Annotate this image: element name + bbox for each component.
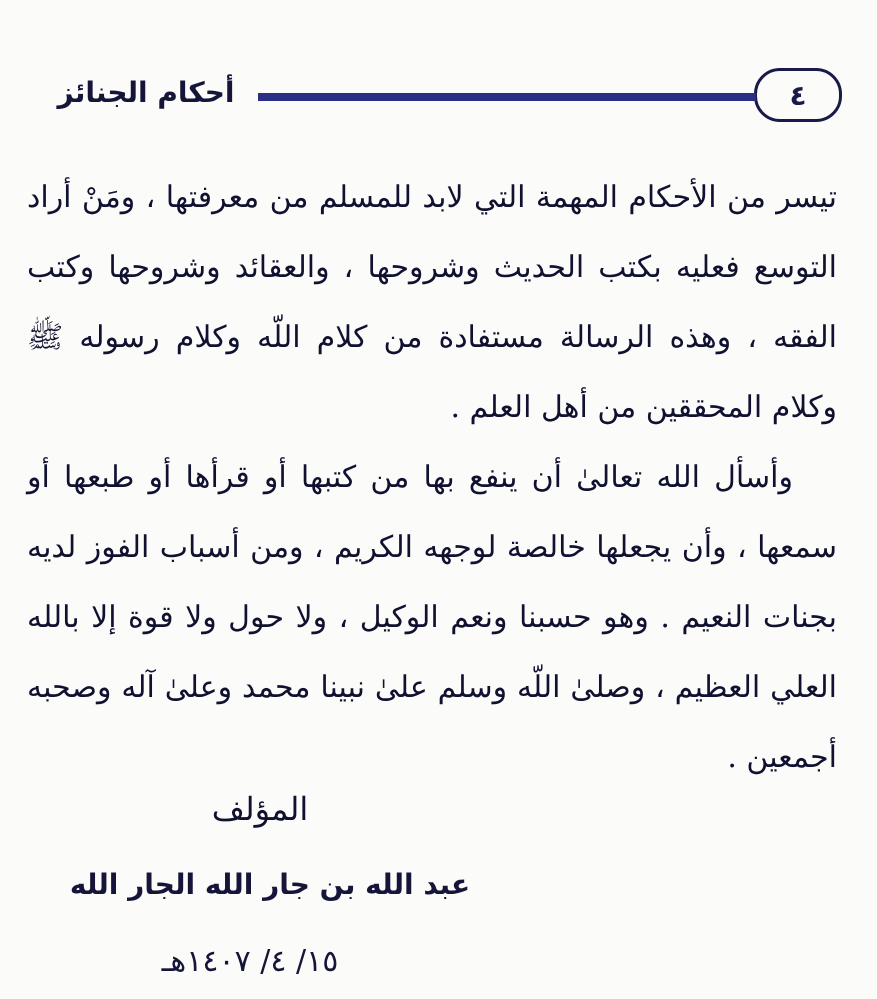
paragraph-2: وأسأل الله تعالىٰ أن ينفع بها من كتبها أو قرأها أو طبعها أو سمعها ، وأن يجعلها خالصة لوجهه الكريم ، ومن أسباب الفوز لديه بجنات النعيم . وهو حسبنا ونعم الوكيل ، ولا حول ولا قوة إلا بالله العلي العظيم ، وصلىٰ اللّه وسلم علىٰ نبينا محمد وعلىٰ آله وصحبه أجمعين . [27, 460, 837, 775]
page-number: ٤ [754, 68, 842, 122]
body-text [27, 163, 837, 793]
page-header [22, 68, 842, 130]
running-title: أحكام الجنائز [57, 76, 235, 109]
author-date: ١٥/ ٤/ ١٤٠٧هـ [161, 944, 339, 979]
author-name: عبد الله بن جار الله الجار الله [69, 868, 471, 901]
header-rule [258, 93, 756, 101]
author-label: المؤلف [211, 790, 309, 828]
paragraph-1: تيسر من الأحكام المهمة التي لابد للمسلم من معرفتها ، ومَنْ أراد التوسع فعليه بكتب الحديث وشروحها ، والعقائد وشروحها وكتب الفقه ، وهذه الرسالة مستفادة من كلام اللّه وكلام رسوله ﷺ وكلام المحققين من أهل العلم . [27, 180, 837, 425]
